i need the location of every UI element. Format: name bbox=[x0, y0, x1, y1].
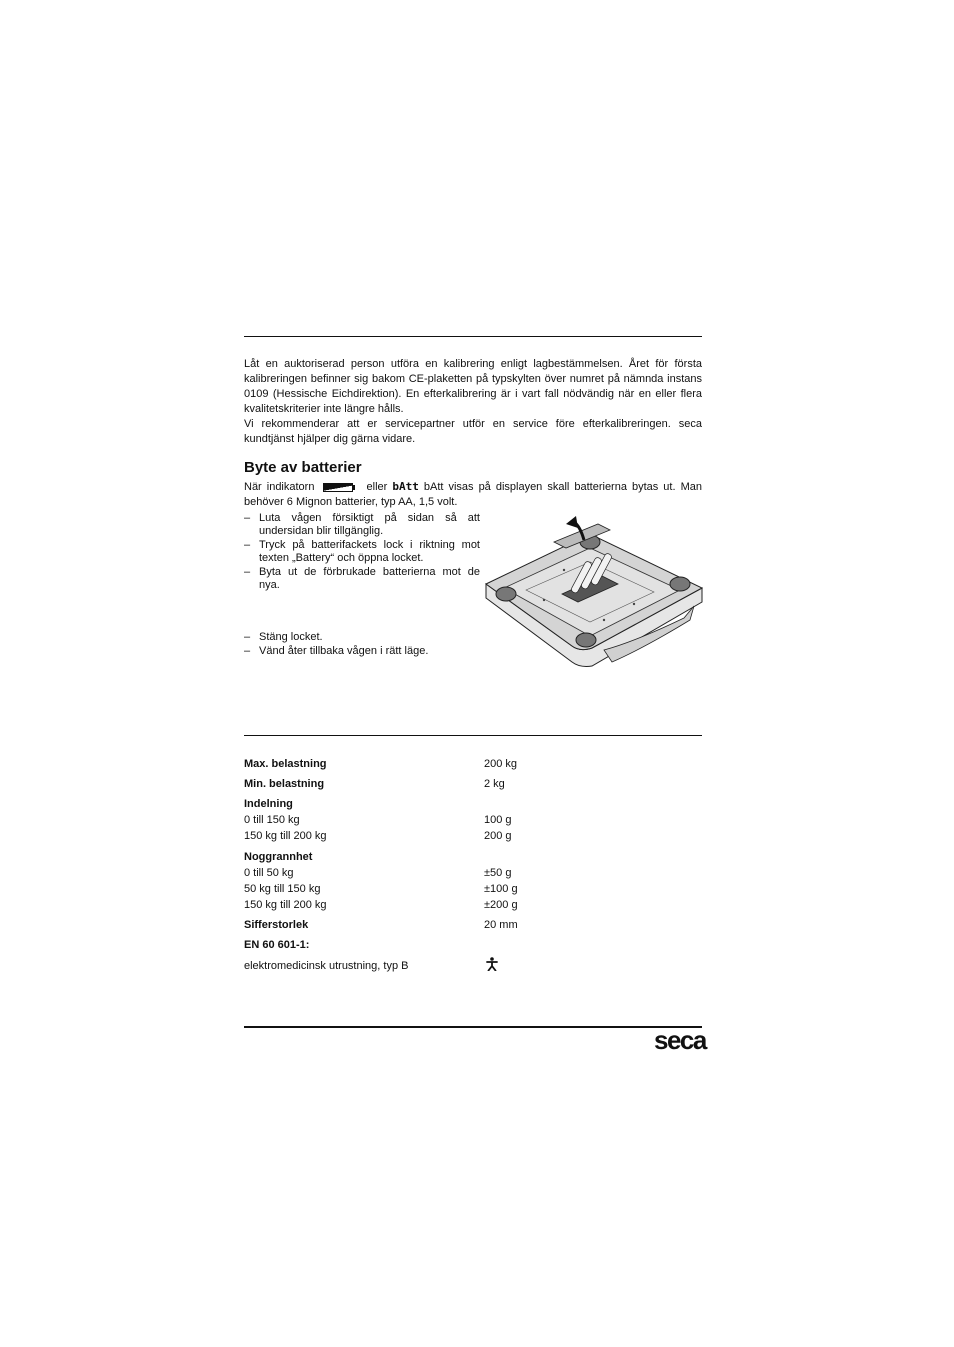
steps-list-a bbox=[244, 512, 480, 593]
intro-text-b: eller bbox=[366, 481, 388, 493]
lcd-batt-symbol: bAtt bbox=[392, 480, 419, 493]
type-b-person-icon bbox=[486, 957, 498, 971]
digit-size-label: Sifferstorlek bbox=[244, 919, 309, 931]
division-row-value: 100 g bbox=[484, 814, 512, 826]
calibration-text bbox=[244, 357, 702, 447]
division-row-value: 200 g bbox=[484, 830, 512, 842]
accuracy-row-value: ±200 g bbox=[484, 899, 518, 911]
intro-text-a: När indikatorn bbox=[244, 481, 315, 493]
min-load-value: 2 kg bbox=[484, 778, 505, 790]
step-item: – Stäng locket. bbox=[244, 631, 480, 644]
max-load-label: Max. belastning bbox=[244, 758, 327, 770]
steps-list-b bbox=[244, 631, 480, 659]
division-row-label: 0 till 150 kg bbox=[244, 814, 300, 826]
accuracy-row-label: 50 kg till 150 kg bbox=[244, 883, 321, 895]
top-rule bbox=[244, 336, 702, 337]
footer-rule bbox=[244, 1026, 702, 1028]
scale-underside-illustration bbox=[484, 510, 706, 678]
battery-low-icon bbox=[323, 483, 355, 492]
accuracy-row-value: ±50 g bbox=[484, 867, 512, 879]
battery-heading: Byte av batterier bbox=[244, 459, 362, 476]
division-row-label: 150 kg till 200 kg bbox=[244, 830, 327, 842]
step-item: – Luta vågen försiktigt på sidan så att undersidan blir tillgänglig. bbox=[244, 512, 480, 538]
step-item: – Vänd åter tillbaka vågen i rätt läge. bbox=[244, 645, 480, 658]
max-load-value: 200 kg bbox=[484, 758, 518, 770]
calibration-paragraph-2: Vi rekommenderar att er servicepartner utför en service före efterkalibreringen. seca kundtjänst hjälper dig gärna vidare. bbox=[244, 418, 702, 445]
calibration-paragraph-1: Låt en auktoriserad person utföra en kalibrering enligt lagbestämmelsen. Året för första kalibreringen befinner sig bakom CE-plaketten på typskylten över numret på nämnda instans 0109 (Hessische Eichdirektion). En efterkalibrering är i vart fall nödvändig när en eller flera kvalitetskriterier inte längre hålls. bbox=[244, 358, 702, 415]
battery-intro bbox=[244, 479, 702, 510]
en-standard-label: EN 60 601-1: bbox=[244, 939, 310, 951]
accuracy-row-label: 150 kg till 200 kg bbox=[244, 899, 327, 911]
seca-logo: seca bbox=[654, 1025, 706, 1055]
digit-size-value: 20 mm bbox=[484, 919, 518, 931]
accuracy-label: Noggrannhet bbox=[244, 851, 313, 863]
accuracy-row-label: 0 till 50 kg bbox=[244, 867, 294, 879]
division-label: Indelning bbox=[244, 798, 293, 810]
step-item: – Byta ut de förbrukade batterierna mot de nya. bbox=[244, 566, 480, 592]
middle-rule bbox=[244, 735, 702, 736]
step-item: – Tryck på batterifackets lock i riktning mot texten „Battery“ och öppna locket. bbox=[244, 539, 480, 565]
en-standard-row: elektromedicinsk utrustning, typ B bbox=[244, 960, 409, 972]
intro-text-c: bAtt visas på displayen skall batterierna bytas ut. Man behöver 6 Mignon batterier, typ AA, 1,5 volt. bbox=[244, 481, 702, 508]
min-load-label: Min. belastning bbox=[244, 778, 325, 790]
accuracy-row-value: ±100 g bbox=[484, 883, 518, 895]
